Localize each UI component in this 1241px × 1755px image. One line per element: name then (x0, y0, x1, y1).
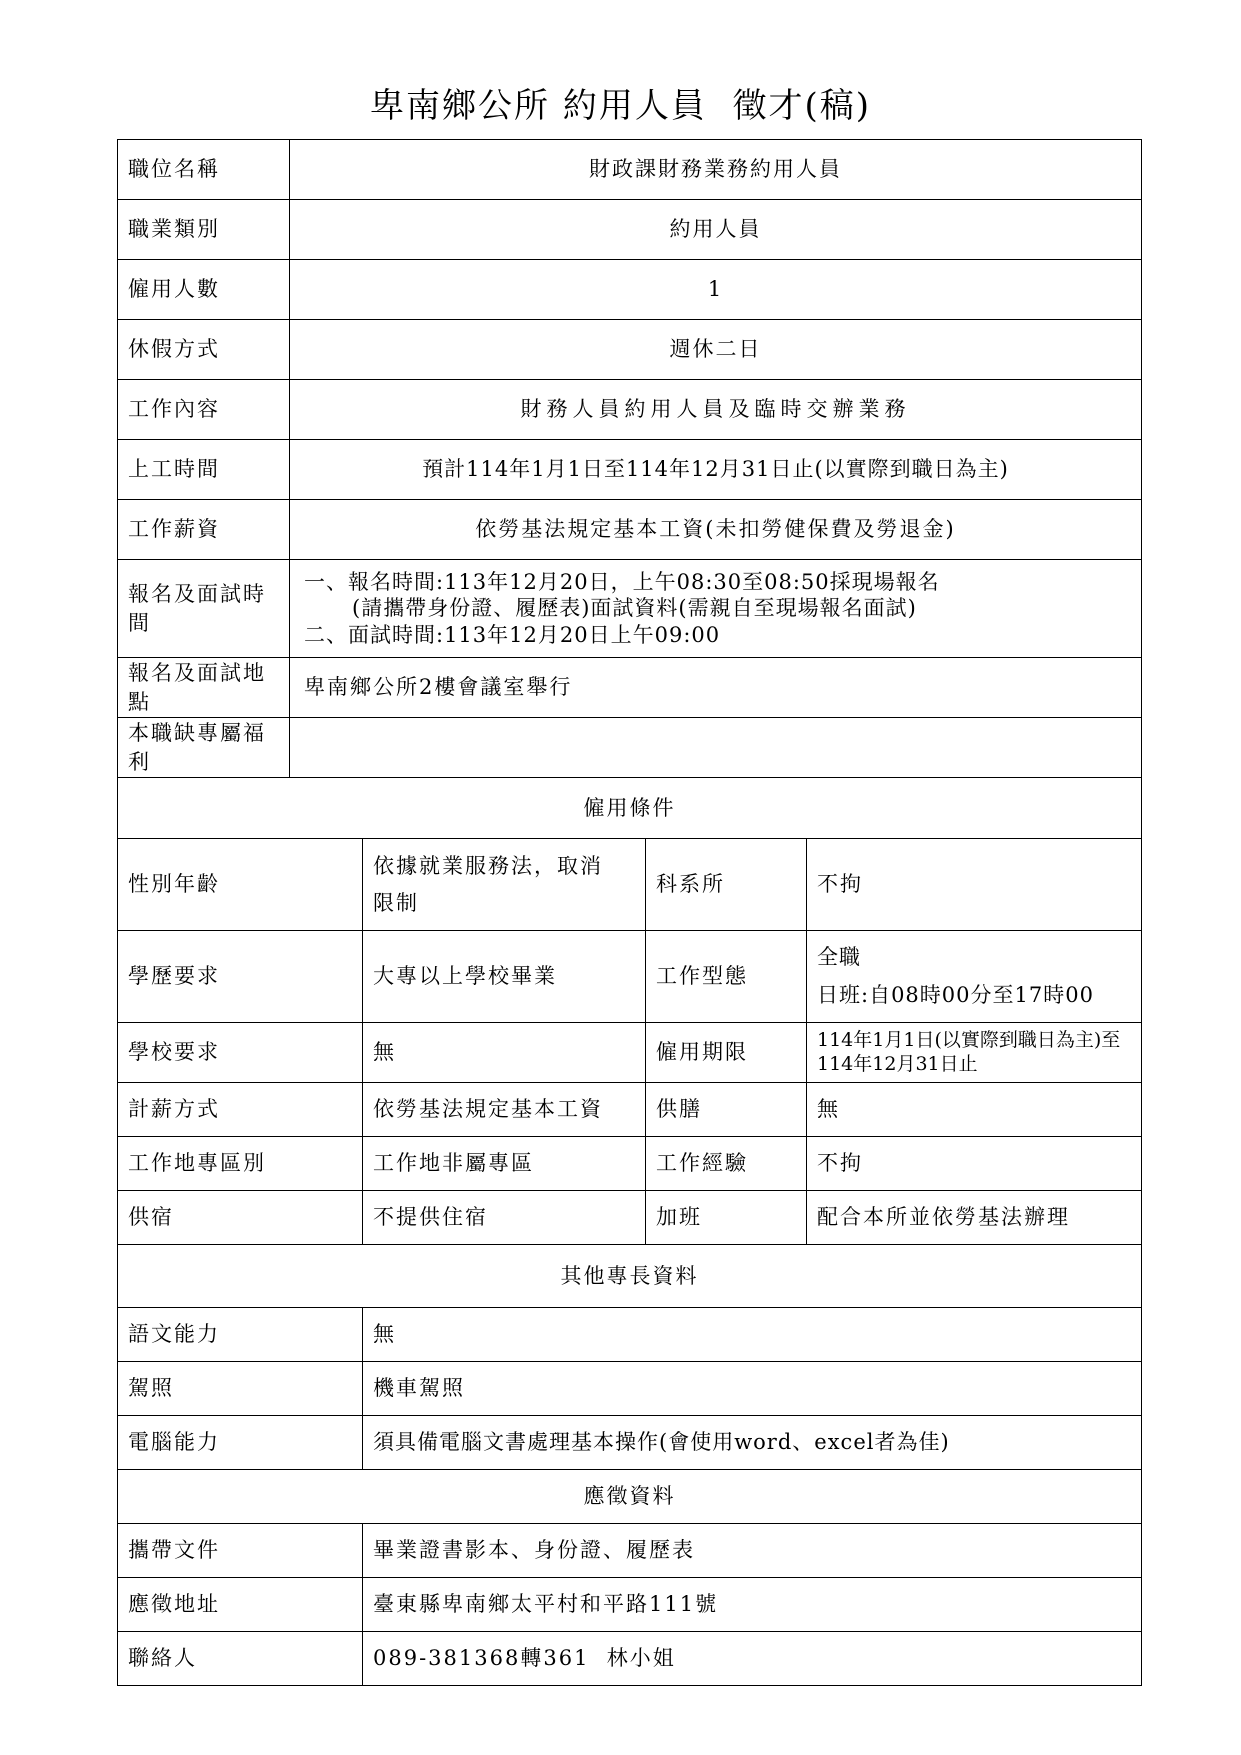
row-application-header (118, 1470, 1142, 1524)
benefits-label: 本職缺專屬福利 (118, 718, 290, 778)
row-address (118, 1578, 1142, 1632)
benefits-value (290, 718, 1142, 778)
experience-value: 不拘 (807, 1137, 1142, 1191)
row-area (118, 1137, 1142, 1191)
row-gender (118, 839, 1142, 931)
documents-label: 攜帶文件 (118, 1524, 363, 1578)
interview-time-value (290, 560, 1142, 658)
headcount-label: 僱用人數 (118, 260, 290, 320)
row-benefits (118, 718, 1142, 778)
row-lodging (118, 1191, 1142, 1245)
job-table (117, 139, 1142, 1686)
area-label: 工作地專區別 (118, 1137, 363, 1191)
interview-place-label: 報名及面試地點 (118, 658, 290, 718)
content-label: 工作內容 (118, 380, 290, 440)
language-label: 語文能力 (118, 1308, 363, 1362)
interview-time-label: 報名及面試時間 (118, 560, 290, 658)
overtime-value: 配合本所並依勞基法辦理 (807, 1191, 1142, 1245)
contact-value: 089-381368轉361 林小姐 (363, 1632, 1142, 1686)
gender-label: 性別年齡 (118, 839, 363, 931)
page-title: 卑南鄉公所 約用人員 徵才(稿) (370, 86, 871, 126)
computer-label: 電腦能力 (118, 1416, 363, 1470)
start-value: 預計114年1月1日至114年12月31日止(以實際到職日為主) (290, 440, 1142, 500)
row-language (118, 1308, 1142, 1362)
lodging-value: 不提供住宿 (363, 1191, 646, 1245)
major-label: 科系所 (646, 839, 807, 931)
row-school (118, 1023, 1142, 1083)
row-education (118, 931, 1142, 1023)
area-value: 工作地非屬專區 (363, 1137, 646, 1191)
row-category (118, 200, 1142, 260)
content-value: 財務人員約用人員及臨時交辦業務 (290, 380, 1142, 440)
headcount-value: 1 (290, 260, 1142, 320)
computer-value: 須具備電腦文書處理基本操作(會使用word、excel者為佳) (363, 1416, 1142, 1470)
documents-value: 畢業證書影本、身份證、履歷表 (363, 1524, 1142, 1578)
interview-time-line-2: (請攜帶身份證、履歷表)面試資料(需親自至現場報名面試) (352, 596, 917, 621)
period-label: 僱用期限 (646, 1023, 807, 1083)
row-skills-header (118, 1245, 1142, 1308)
row-interview-place (118, 658, 1142, 718)
interview-time-line-3: 二、面試時間:113年12月20日上午09:00 (304, 622, 721, 647)
position-value: 財政課財務業務約用人員 (290, 140, 1142, 200)
school-value: 無 (363, 1023, 646, 1083)
experience-label: 工作經驗 (646, 1137, 807, 1191)
row-headcount (118, 260, 1142, 320)
license-value: 機車駕照 (363, 1362, 1142, 1416)
row-pay-method (118, 1083, 1142, 1137)
leave-label: 休假方式 (118, 320, 290, 380)
pay-method-label: 計薪方式 (118, 1083, 363, 1137)
meals-label: 供膳 (646, 1083, 807, 1137)
address-label: 應徵地址 (118, 1578, 363, 1632)
row-start (118, 440, 1142, 500)
meals-value: 無 (807, 1083, 1142, 1137)
row-leave (118, 320, 1142, 380)
category-value: 約用人員 (290, 200, 1142, 260)
education-label: 學歷要求 (118, 931, 363, 1023)
period-value (807, 1023, 1142, 1083)
row-conditions-header (118, 778, 1142, 839)
major-value: 不拘 (807, 839, 1142, 931)
row-content (118, 380, 1142, 440)
gender-value-line-2: 限制 (373, 890, 419, 915)
license-label: 駕照 (118, 1362, 363, 1416)
gender-value (363, 839, 646, 931)
row-documents (118, 1524, 1142, 1578)
period-line-2: 114年12月31日止 (817, 1052, 978, 1075)
gender-value-line-1: 依據就業服務法，取消 (373, 853, 603, 878)
skills-header: 其他專長資料 (118, 1245, 1142, 1308)
application-header: 應徵資料 (118, 1470, 1142, 1524)
row-contact (118, 1632, 1142, 1686)
row-computer (118, 1416, 1142, 1470)
address-value: 臺東縣卑南鄉太平村和平路111號 (363, 1578, 1142, 1632)
education-value: 大專以上學校畢業 (363, 931, 646, 1023)
position-label: 職位名稱 (118, 140, 290, 200)
salary-value: 依勞基法規定基本工資(未扣勞健保費及勞退金) (290, 500, 1142, 560)
row-salary (118, 500, 1142, 560)
interview-place-value: 卑南鄉公所2樓會議室舉行 (290, 658, 1142, 718)
overtime-label: 加班 (646, 1191, 807, 1245)
worktype-value (807, 931, 1142, 1023)
row-position (118, 140, 1142, 200)
worktype-line-1: 全職 (817, 944, 861, 969)
period-line-1: 114年1月1日(以實際到職日為主)至 (817, 1028, 1121, 1051)
start-label: 上工時間 (118, 440, 290, 500)
language-value: 無 (363, 1308, 1142, 1362)
pay-method-value: 依勞基法規定基本工資 (363, 1083, 646, 1137)
worktype-line-2: 日班:自08時00分至17時00 (817, 982, 1094, 1007)
category-label: 職業類別 (118, 200, 290, 260)
school-label: 學校要求 (118, 1023, 363, 1083)
salary-label: 工作薪資 (118, 500, 290, 560)
worktype-label: 工作型態 (646, 931, 807, 1023)
contact-label: 聯絡人 (118, 1632, 363, 1686)
leave-value: 週休二日 (290, 320, 1142, 380)
row-interview-time (118, 560, 1142, 658)
row-license (118, 1362, 1142, 1416)
interview-time-line-1: 一、報名時間:113年12月20日，上午08:30至08:50採現場報名 (304, 570, 940, 595)
conditions-header: 僱用條件 (118, 778, 1142, 839)
lodging-label: 供宿 (118, 1191, 363, 1245)
